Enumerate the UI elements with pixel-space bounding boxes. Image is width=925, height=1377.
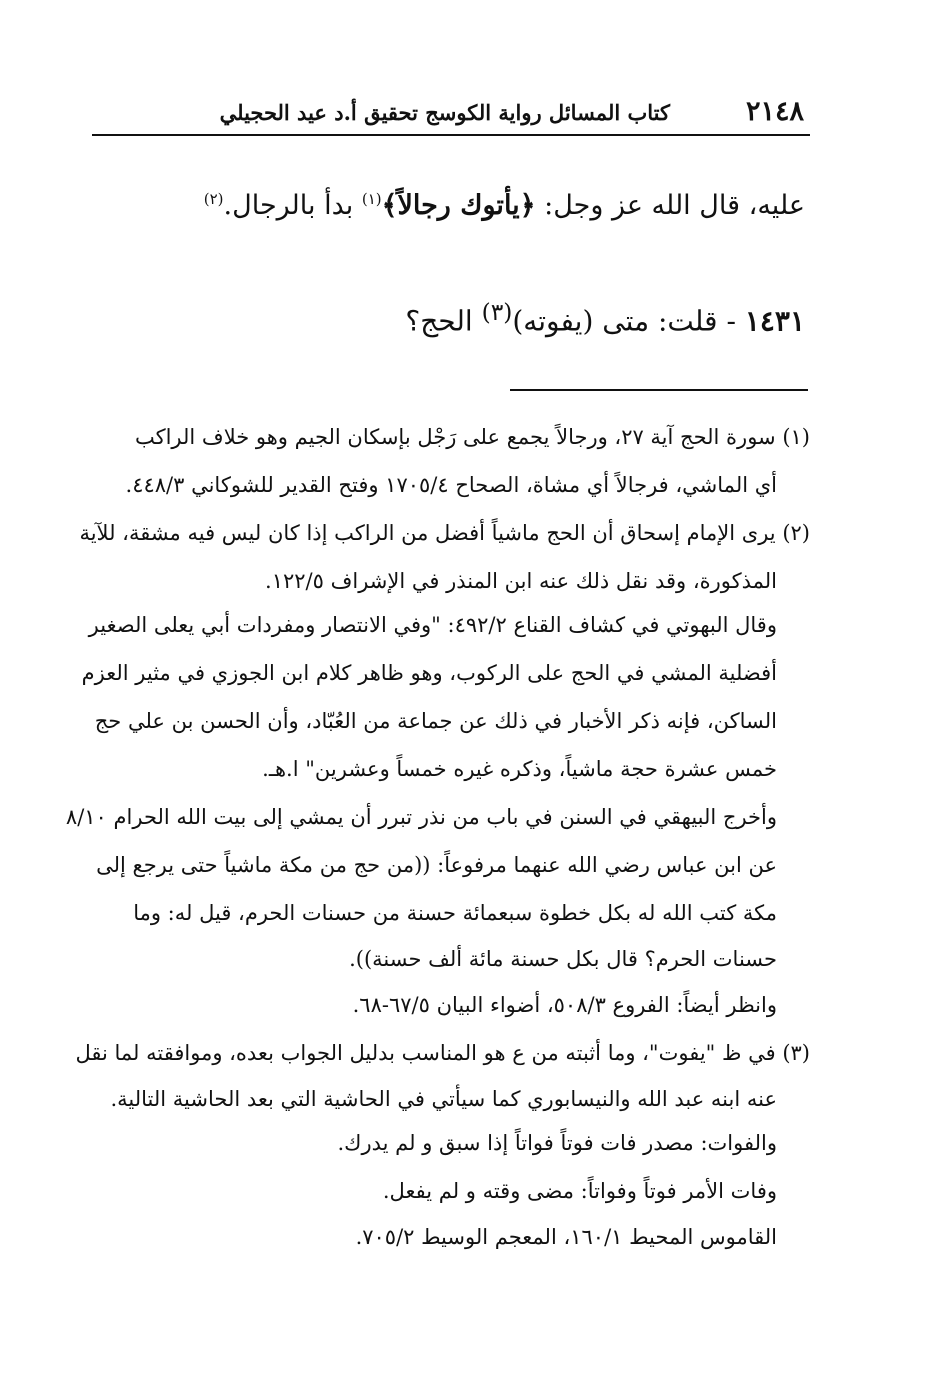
main-text-line [204, 190, 805, 221]
footnote-line: أي الماشي، فرجالاً أي مشاة، الصحاح ١٧٠٥/٤ وفتح القدير للشوكاني ٤٤٨/٣. [125, 473, 777, 497]
footnote-line: وقال البهوتي في كشاف القناع ٤٩٢/٢: "وفي الانتصار ومفردات أبي يعلى الصغير [88, 613, 777, 637]
main-text-before: عليه، قال الله عز وجل: [535, 190, 805, 221]
quran-quote: ﴿يأتوك رجالاً﴾ [381, 190, 536, 221]
footnote-ref-3: (٣) [481, 298, 513, 326]
footnote-line: عنه ابنه عبد الله والنيسابوري كما سيأتي في الحاشية التي بعد الحاشية التالية. [110, 1087, 777, 1111]
footnote-line: وأخرج البيهقي في السنن في باب من نذر تبرر أن يمشي إلى بيت الله الحرام ٨/١٠ [65, 805, 777, 829]
footnote-line: خمس عشرة حجة ماشياً، وذكره غيره خمساً وعشرين" ا.هـ. [262, 757, 777, 781]
footnote-line: (١) سورة الحج آية ٢٧، ورجالاً يجمع على رَجْل بإسكان الجيم وهو خلاف الراكب [134, 425, 810, 449]
footnote-line: عن ابن عباس رضي الله عنهما مرفوعاً: ((من حج من مكة ماشياً حتى يرجع إلى [96, 853, 777, 877]
footnote-line: حسنات الحرم؟ قال بكل حسنة مائة ألف حسنة)). [349, 947, 777, 971]
footnote-line: (٢) يرى الإمام إسحاق أن الحج ماشياً أفضل من الراكب إذا كان ليس فيه مشقة، للآية [79, 521, 810, 545]
question-text-before: - قلت: متى (يفوته) [512, 304, 745, 338]
footnote-ref-1: (١) [361, 190, 382, 208]
question-line [405, 298, 805, 337]
footnote-line: المذكورة، وقد نقل ذلك عنه ابن المنذر في الإشراف ١٢٢/٥. [265, 569, 777, 593]
main-text-after: بدأ بالرجال. [223, 190, 362, 221]
footnote-line: القاموس المحيط ١٦٠/١، المعجم الوسيط ٧٠٥/٢. [355, 1225, 777, 1249]
page-header [92, 90, 810, 136]
question-text-after: الحج؟ [405, 304, 482, 338]
footnote-line: مكة كتب الله له بكل خطوة سبعمائة حسنة من حسنات الحرم، قيل له: وما [133, 901, 777, 925]
question-number: ١٤٣١ [744, 304, 805, 338]
footnote-line: أفضلية المشي في الحج على الركوب، وهو ظاهر كلام ابن الجوزي في مثير العزم [81, 661, 777, 685]
footnote-line: (٣) في ظ "يفوت"، وما أثبته من ع هو المناسب بدليل الجواب بعده، وموافقته لما نقل [75, 1041, 810, 1065]
footnote-separator [510, 389, 808, 391]
running-title: كتاب المسائل رواية الكوسج تحقيق أ.د عيد الحجيلي [219, 100, 670, 125]
footnote-line: الساكن، فإنه ذكر الأخبار في ذلك عن جماعة من العُبّاد، وأن الحسن بن علي حج [94, 709, 777, 733]
page-number: ٢١٤٨ [745, 96, 804, 127]
footnote-line: وفات الأمر فوتاً وفواتاً: مضى وقته و لم يفعل. [382, 1179, 777, 1203]
footnote-line: والفوات: مصدر فات فوتاً فواتاً إذا سبق و لم يدرك. [337, 1131, 777, 1155]
footnote-ref-2: (٢) [203, 190, 224, 208]
footnote-line: وانظر أيضاً: الفروع ٥٠٨/٣، أضواء البيان ٦٧/٥-٦٨. [352, 993, 777, 1017]
